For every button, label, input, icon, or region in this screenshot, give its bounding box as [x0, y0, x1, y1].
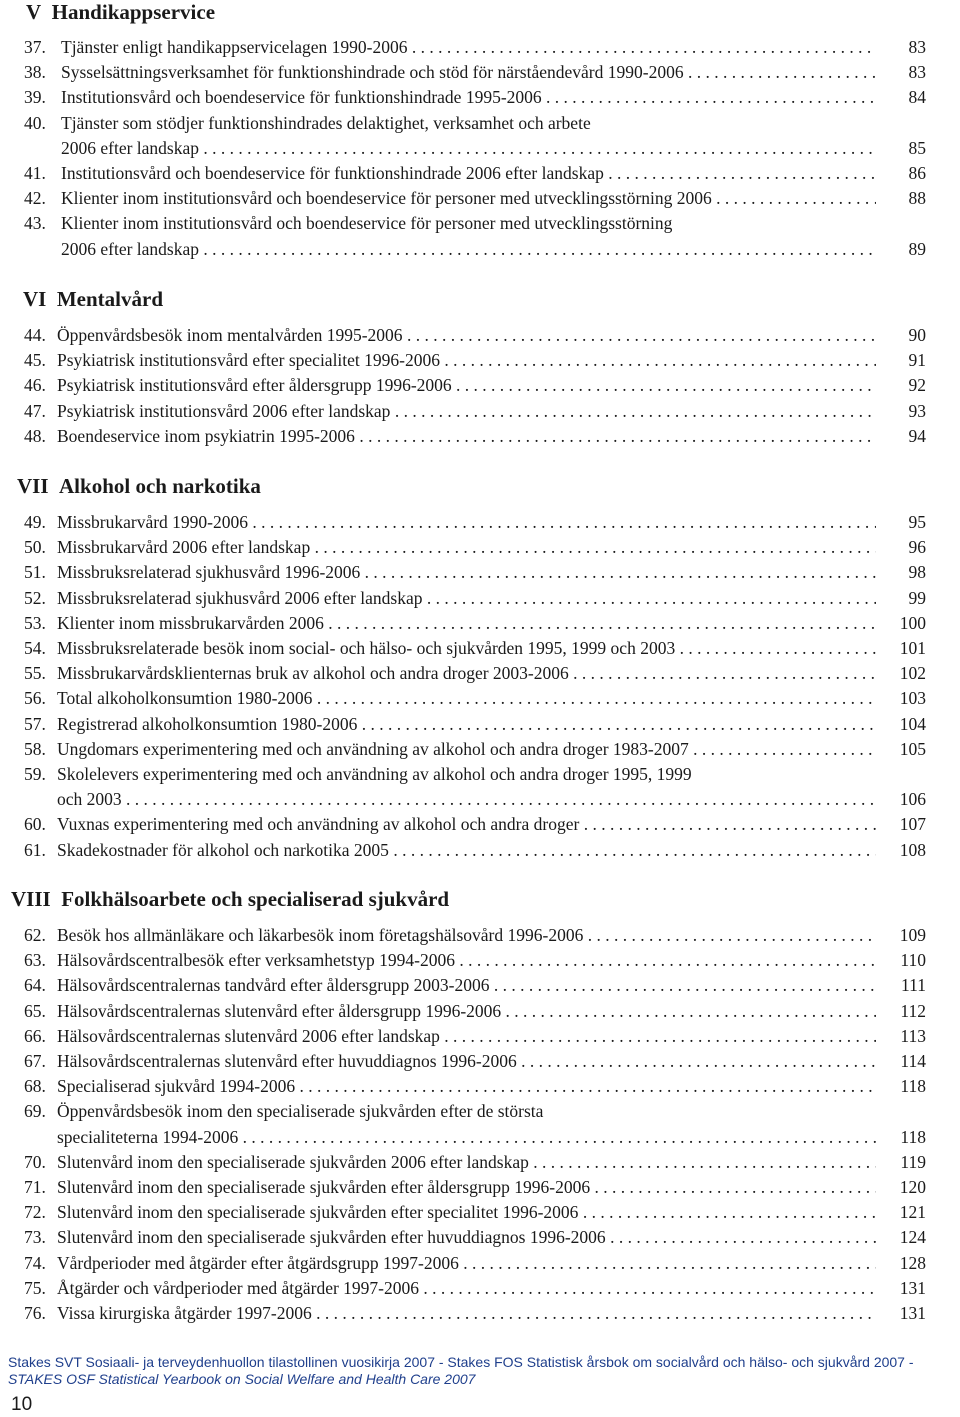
- entry-title: Slutenvård inom den specialiserade sjukvården 2006 efter landskap . . .: [57, 1151, 876, 1173]
- entry-number: 70.: [24, 1151, 46, 1172]
- entry-page: 84: [908, 87, 926, 108]
- entry-number: 54.: [24, 638, 46, 658]
- entry-title: Besök hos allmänläkare och läkarbesök inom företagshälsovård 1996-2006 . . .: [57, 924, 876, 946]
- toc-entry: [24, 1252, 929, 1274]
- entry-number: 49.: [24, 512, 46, 532]
- page-footer: [8, 1354, 958, 1388]
- entry-number: 74.: [24, 1252, 46, 1273]
- toc-entry-first-line: [24, 763, 929, 785]
- entry-page: 94: [908, 425, 926, 446]
- entry-number: 53.: [24, 612, 46, 633]
- entry-title: Slutenvård inom den specialiserade sjukvården efter specialitet 1996-2006 . . .: [57, 1201, 876, 1223]
- entry-page: 108: [899, 839, 926, 860]
- toc-entry: [24, 374, 929, 396]
- footer-line-1: Stakes SVT Sosiaali- ja terveydenhuollon tilastollinen vuosikirja 2007 - Stakes FOS Statistisk årsbok om socialvård och hälso- och sjukvård 2007 -: [8, 1354, 914, 1370]
- entry-page: 88: [908, 188, 926, 209]
- entry-title: Ungdomars experimentering med och användning av alkohol och andra droger 1983-2007 . . .: [57, 738, 876, 760]
- entry-page: 89: [908, 238, 926, 259]
- entry-page: 107: [899, 814, 926, 835]
- entry-page: 92: [908, 375, 926, 396]
- toc-entry: [24, 561, 929, 583]
- entry-page: 124: [899, 1227, 926, 1248]
- entry-number: 68.: [24, 1076, 46, 1097]
- entry-page: 131: [899, 1277, 926, 1298]
- entry-page: 96: [908, 537, 926, 558]
- toc-entry: [24, 1000, 929, 1022]
- section-heading: Alkohol och narkotika: [59, 474, 261, 498]
- toc-entry: [24, 349, 929, 371]
- page-number: 10: [11, 1394, 33, 1415]
- entry-page: 103: [899, 688, 926, 709]
- toc-entry: [24, 162, 929, 184]
- entry-title: Åtgärder och vårdperioder med åtgärder 1997-2006 . . .: [57, 1277, 876, 1299]
- entry-page: 100: [899, 612, 926, 633]
- section-title: [23, 287, 163, 311]
- entry-title: 2006 efter landskap . . .: [61, 137, 876, 159]
- entry-number: 65.: [24, 1000, 46, 1021]
- entry-title: Skadekostnader för alkohol och narkotika 2005 . . .: [57, 839, 876, 861]
- entry-number: 47.: [24, 400, 46, 421]
- entry-number: 51.: [24, 562, 46, 583]
- entry-title: Institutionsvård och boendeservice för funktionshindrade 1995-2006 . . .: [61, 86, 876, 108]
- toc-entry: [24, 813, 929, 835]
- entry-title: Slutenvård inom den specialiserade sjukvården efter åldersgrupp 1996-2006 . . .: [57, 1176, 876, 1198]
- entry-number: 41.: [24, 163, 46, 183]
- entry-title: Hälsovårdscentralbesök efter verksamhetstyp 1994-2006 . . .: [57, 949, 876, 971]
- entry-title: Total alkoholkonsumtion 1980-2006 . . .: [57, 687, 876, 709]
- toc-entry-first-line: [24, 1100, 929, 1122]
- entry-number: 76.: [24, 1303, 46, 1323]
- entry-title: specialiteterna 1994-2006 . . .: [57, 1126, 876, 1148]
- entry-title: Institutionsvård och boendeservice för funktionshindrade 2006 efter landskap . . .: [61, 162, 876, 184]
- toc-entry: [24, 587, 929, 609]
- entry-page: 93: [908, 400, 926, 421]
- section-number: VI: [23, 287, 47, 311]
- entry-number: 44.: [24, 325, 46, 345]
- entry-title: Sysselsättningsverksamhet för funktionshindrade och stöd för närståendevård 1990-2006 . . .: [61, 61, 876, 83]
- entry-number: 38.: [24, 62, 46, 83]
- footer-line-2: STAKES OSF Statistical Yearbook on Social Welfare and Health Care 2007: [8, 1371, 476, 1387]
- toc-entry: [24, 924, 929, 946]
- entry-title: Hälsovårdscentralernas slutenvård efter huvuddiagnos 1996-2006 . . .: [57, 1050, 876, 1072]
- entry-page: 99: [908, 587, 926, 608]
- section-number: VII: [17, 474, 49, 498]
- entry-number: 60.: [24, 814, 46, 835]
- entry-title-line: Öppenvårdsbesök inom den specialiserade sjukvården efter de största: [57, 1101, 544, 1122]
- entry-title: Tjänster enligt handikappservicelagen 1990-2006 . . .: [61, 36, 876, 58]
- entry-number: 75.: [24, 1277, 46, 1298]
- entry-title: Slutenvård inom den specialiserade sjukvården efter huvuddiagnos 1996-2006 . . .: [57, 1226, 876, 1248]
- entry-page: 83: [908, 62, 926, 83]
- toc-entry-first-line: [24, 212, 929, 234]
- entry-page: 90: [908, 325, 926, 345]
- entry-number: 59.: [24, 764, 46, 784]
- entry-title: Psykiatrisk institutionsvård 2006 efter landskap . . .: [57, 400, 876, 422]
- entry-title-line: Skolelevers experimentering med och användning av alkohol och andra droger 1995, 1999: [57, 764, 692, 784]
- entry-page: 118: [900, 1076, 926, 1097]
- entry-title: Missbrukarvårdsklienternas bruk av alkohol och andra droger 2003-2006 . . .: [57, 662, 876, 684]
- entry-number: 72.: [24, 1202, 46, 1223]
- toc-entry: [24, 1176, 929, 1198]
- entry-title: Missbrukarvård 1990-2006 . . .: [57, 511, 876, 533]
- toc-entry: [24, 1226, 929, 1248]
- entry-page: 119: [900, 1151, 926, 1172]
- toc-entry: [24, 1126, 929, 1148]
- section-title: [11, 887, 449, 911]
- entry-number: 50.: [24, 537, 46, 558]
- toc-entry: [24, 86, 929, 108]
- toc-entry: [24, 612, 929, 634]
- toc-entry: [24, 1050, 929, 1072]
- entry-number: 57.: [24, 713, 46, 734]
- entry-page: 105: [899, 738, 926, 759]
- toc-entry: [24, 738, 929, 760]
- entry-page: 104: [899, 713, 926, 734]
- entry-number: 73.: [24, 1227, 46, 1248]
- toc-entry: [24, 425, 929, 447]
- entry-title: Registrerad alkoholkonsumtion 1980-2006 . . .: [57, 713, 876, 735]
- toc-entry: [24, 637, 929, 659]
- entry-title: Missbrukarvård 2006 efter landskap . . .: [57, 536, 876, 558]
- entry-page: 83: [908, 37, 926, 57]
- entry-page: 111: [901, 975, 926, 996]
- section-heading: Folkhälsoarbete och specialiserad sjukvård: [61, 887, 450, 911]
- entry-title: Klienter inom missbrukarvården 2006 . . .: [57, 612, 876, 634]
- entry-number: 43.: [24, 213, 46, 234]
- entry-page: 128: [899, 1252, 926, 1273]
- entry-number: 39.: [24, 87, 46, 108]
- section-title: [26, 0, 215, 24]
- toc-entry: [24, 949, 929, 971]
- entry-page: 118: [900, 1126, 926, 1147]
- section-number: V: [26, 0, 42, 24]
- entry-page: 121: [899, 1202, 926, 1223]
- entry-number: 56.: [24, 688, 46, 709]
- entry-title: 2006 efter landskap . . .: [61, 238, 876, 260]
- entry-title: Boendeservice inom psykiatrin 1995-2006 . . .: [57, 425, 876, 447]
- entry-number: 58.: [24, 738, 46, 759]
- toc-entry: [24, 238, 929, 260]
- toc-entry: [24, 662, 929, 684]
- toc-entry: [24, 36, 929, 58]
- toc-entry: [24, 1075, 929, 1097]
- section-heading: Handikappservice: [51, 0, 216, 24]
- entry-number: 67.: [24, 1051, 46, 1071]
- toc-entry: [24, 839, 929, 861]
- toc-entry: [24, 536, 929, 558]
- toc-entry: [24, 1277, 929, 1299]
- entry-number: 42.: [24, 188, 46, 209]
- toc-entry: [24, 713, 929, 735]
- entry-title: Hälsovårdscentralernas slutenvård efter åldersgrupp 1996-2006 . . .: [57, 1000, 876, 1022]
- toc-entry: [24, 511, 929, 533]
- toc-entry: [24, 974, 929, 996]
- entry-page: 101: [899, 638, 926, 658]
- section-title: [17, 474, 261, 498]
- entry-page: 91: [908, 350, 926, 371]
- toc-entry: [24, 1201, 929, 1223]
- entry-number: 37.: [24, 37, 46, 57]
- entry-title: Hälsovårdscentralernas slutenvård 2006 efter landskap . . .: [57, 1025, 876, 1047]
- toc-entry: [24, 137, 929, 159]
- entry-page: 102: [899, 663, 926, 684]
- entry-number: 62.: [24, 925, 46, 945]
- entry-title: Vissa kirurgiska åtgärder 1997-2006 . . .: [57, 1302, 876, 1324]
- entry-page: 110: [900, 950, 926, 971]
- entry-number: 46.: [24, 375, 46, 396]
- entry-page: 109: [899, 925, 926, 945]
- section-heading: Mentalvård: [56, 287, 163, 311]
- entry-title: Psykiatrisk institutionsvård efter specialitet 1996-2006 . . .: [57, 349, 876, 371]
- entry-number: 40.: [24, 112, 46, 133]
- entry-number: 48.: [24, 425, 46, 446]
- toc-entry: [24, 324, 929, 346]
- entry-page: 98: [908, 562, 926, 583]
- toc-entry: [24, 187, 929, 209]
- entry-page: 95: [908, 512, 926, 532]
- toc-entry: [24, 1025, 929, 1047]
- entry-page: 85: [908, 137, 926, 158]
- entry-page: 106: [899, 789, 926, 810]
- entry-title-line: Klienter inom institutionsvård och boendeservice för personer med utvecklingsstörning: [61, 213, 673, 234]
- entry-title: Specialiserad sjukvård 1994-2006 . . .: [57, 1075, 876, 1097]
- entry-title: Öppenvårdsbesök inom mentalvården 1995-2006 . . .: [57, 324, 876, 346]
- entry-page: 86: [908, 163, 926, 183]
- toc-entry: [24, 788, 929, 810]
- entry-page: 112: [900, 1000, 926, 1021]
- entry-title: Missbruksrelaterad sjukhusvård 1996-2006 . . .: [57, 561, 876, 583]
- entry-title: Klienter inom institutionsvård och boendeservice för personer med utvecklingsstörning 2006 . . .: [61, 187, 876, 209]
- entry-number: 66.: [24, 1025, 46, 1046]
- entry-page: 114: [900, 1051, 926, 1071]
- toc-entry: [24, 61, 929, 83]
- entry-title: Vårdperioder med åtgärder efter åtgärdsgrupp 1997-2006 . . .: [57, 1252, 876, 1274]
- entry-number: 55.: [24, 663, 46, 684]
- entry-number: 63.: [24, 950, 46, 971]
- toc-entry: [24, 400, 929, 422]
- toc-entry-first-line: [24, 112, 929, 134]
- entry-page: 131: [899, 1303, 926, 1323]
- entry-title: Missbruksrelaterad sjukhusvård 2006 efter landskap . . .: [57, 587, 876, 609]
- entry-page: 113: [900, 1025, 926, 1046]
- entry-number: 52.: [24, 587, 46, 608]
- entry-title: Psykiatrisk institutionsvård efter åldersgrupp 1996-2006 . . .: [57, 374, 876, 396]
- entry-title-line: Tjänster som stödjer funktionshindrades delaktighet, verksamhet och arbete: [61, 112, 591, 133]
- toc-entry: [24, 1151, 929, 1173]
- toc-entry: [24, 1302, 929, 1324]
- entry-number: 45.: [24, 350, 46, 371]
- entry-number: 61.: [24, 839, 46, 860]
- entry-number: 71.: [24, 1177, 46, 1197]
- section-number: VIII: [11, 887, 51, 911]
- entry-number: 69.: [24, 1101, 46, 1122]
- entry-title: Hälsovårdscentralernas tandvård efter åldersgrupp 2003-2006 . . .: [57, 974, 876, 996]
- entry-page: 120: [899, 1177, 926, 1197]
- entry-title: Missbruksrelaterade besök inom social- och hälso- och sjukvården 1995, 1999 och 2003 . . .: [57, 637, 876, 659]
- toc-entry: [24, 687, 929, 709]
- entry-title: Vuxnas experimentering med och användning av alkohol och andra droger . . .: [57, 813, 876, 835]
- entry-number: 64.: [24, 975, 46, 996]
- entry-title: och 2003 . . .: [57, 788, 876, 810]
